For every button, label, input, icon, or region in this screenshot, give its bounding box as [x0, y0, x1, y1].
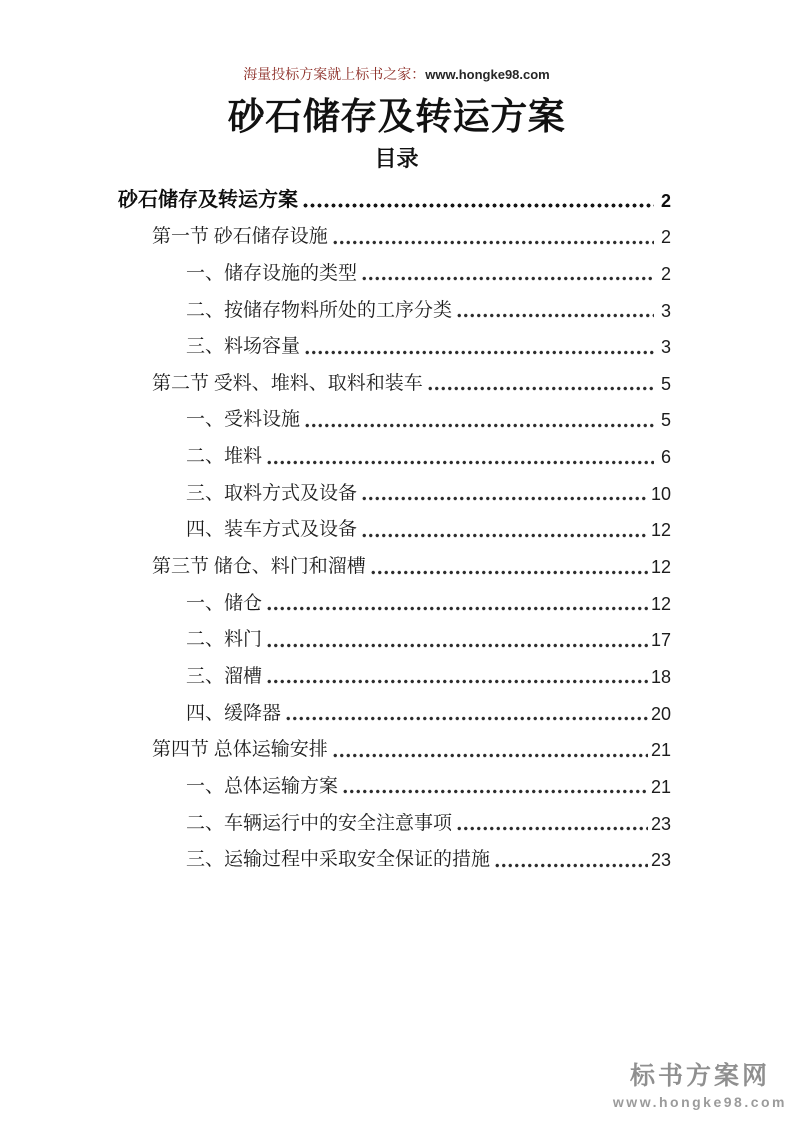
toc-entry[interactable]: [118, 181, 671, 218]
toc-dot-leader: [361, 474, 648, 511]
toc-dot-leader: [266, 584, 648, 621]
toc-dot-leader: [266, 657, 648, 694]
toc-entry-label: 一、储存设施的类型: [186, 262, 358, 284]
toc-entry[interactable]: [118, 657, 671, 694]
toc-entry[interactable]: [118, 804, 671, 841]
toc-entry-label: 第四节 总体运输安排: [152, 739, 328, 761]
toc-dot-leader: [342, 767, 648, 804]
toc-entry[interactable]: [118, 364, 671, 401]
toc-entry-page-number: 12: [650, 520, 671, 541]
toc-dot-leader: [302, 181, 654, 218]
toc-entry-label: 二、料门: [186, 629, 263, 651]
toc-entry[interactable]: [118, 621, 671, 658]
toc-entry-page-number: 17: [650, 630, 671, 651]
toc-entry-label: 二、车辆运行中的安全注意事项: [186, 812, 453, 834]
site-watermark: [613, 1056, 787, 1110]
toc-dot-leader: [361, 254, 654, 291]
toc-list: [118, 181, 671, 877]
toc-entry-label: 二、堆料: [186, 446, 263, 468]
toc-entry-page-number: 21: [650, 776, 671, 797]
toc-entry-page-number: 2: [660, 190, 671, 211]
toc-entry-label: 一、受料设施: [186, 409, 301, 431]
toc-entry[interactable]: [118, 767, 671, 804]
promo-header: [0, 65, 793, 86]
toc-dot-leader: [266, 621, 648, 658]
toc-entry-label: 第二节 受料、堆料、取料和装车: [152, 372, 423, 394]
watermark-site-url: www.hongke98.com: [612, 1094, 787, 1110]
toc-entry-page-number: 2: [660, 263, 671, 284]
toc-entry[interactable]: [118, 731, 671, 768]
toc-entry[interactable]: [118, 511, 671, 548]
toc-entry[interactable]: [118, 328, 671, 365]
toc-entry-page-number: 21: [650, 740, 671, 761]
toc-entry-label: 四、装车方式及设备: [186, 519, 358, 541]
toc-entry-page-number: 10: [650, 483, 671, 504]
toc-entry[interactable]: [118, 474, 671, 511]
toc-dot-leader: [361, 511, 648, 548]
toc-entry-label: 砂石储存及转运方案: [118, 188, 298, 211]
toc-entry[interactable]: [118, 437, 671, 474]
toc-dot-leader: [285, 694, 648, 731]
watermark-site-name: 标书方案网: [629, 1062, 770, 1090]
toc-entry[interactable]: [118, 291, 671, 328]
toc-dot-leader: [332, 218, 654, 255]
toc-entry-label: 第一节 砂石储存设施: [152, 226, 328, 248]
toc-entry-page-number: 12: [650, 593, 671, 614]
toc-entry-page-number: 23: [650, 813, 671, 834]
toc-entry-label: 二、按储存物料所处的工序分类: [186, 299, 453, 321]
toc-entry-page-number: 18: [650, 666, 671, 687]
toc-entry-label: 第三节 储仓、料门和溜槽: [152, 556, 366, 578]
toc-dot-leader: [370, 547, 648, 584]
toc-entry-label: 三、溜槽: [186, 665, 263, 687]
toc-entry-page-number: 3: [660, 300, 671, 321]
promo-header-url: www.hongke98.com: [425, 67, 550, 82]
toc-entry-label: 三、运输过程中采取安全保证的措施: [186, 849, 491, 871]
toc-entry-page-number: 12: [650, 557, 671, 578]
toc-entry[interactable]: [118, 401, 671, 438]
document-title: 砂石储存及转运方案: [227, 97, 566, 138]
toc-entry[interactable]: [118, 254, 671, 291]
toc-entry-page-number: 2: [660, 227, 671, 248]
toc-dot-leader: [304, 401, 654, 438]
toc-entry-label: 三、取料方式及设备: [186, 482, 358, 504]
toc-entry-page-number: 5: [660, 373, 671, 394]
toc-dot-leader: [494, 841, 648, 878]
toc-entry[interactable]: [118, 694, 671, 731]
toc-heading: 目录: [374, 146, 419, 171]
toc-entry-label: 三、料场容量: [186, 336, 301, 358]
toc-entry-label: 一、总体运输方案: [186, 775, 339, 797]
toc-entry-page-number: 23: [650, 850, 671, 871]
toc-dot-leader: [332, 731, 648, 768]
toc-entry-label: 四、缓降器: [186, 702, 282, 724]
toc-dot-leader: [456, 804, 648, 841]
toc-entry-label: 一、储仓: [186, 592, 263, 614]
promo-header-text: 海量投标方案就上标书之家：: [243, 68, 426, 83]
toc-dot-leader: [304, 328, 654, 365]
toc-entry[interactable]: [118, 547, 671, 584]
toc-dot-leader: [456, 291, 654, 328]
toc-dot-leader: [427, 364, 654, 401]
toc-dot-leader: [266, 437, 654, 474]
toc-entry[interactable]: [118, 584, 671, 621]
toc-entry-page-number: 5: [660, 410, 671, 431]
toc-entry[interactable]: [118, 218, 671, 255]
toc-entry-page-number: 3: [660, 337, 671, 358]
toc-entry-page-number: 6: [660, 447, 671, 468]
toc-entry-page-number: 20: [650, 703, 671, 724]
toc-entry[interactable]: [118, 841, 671, 878]
